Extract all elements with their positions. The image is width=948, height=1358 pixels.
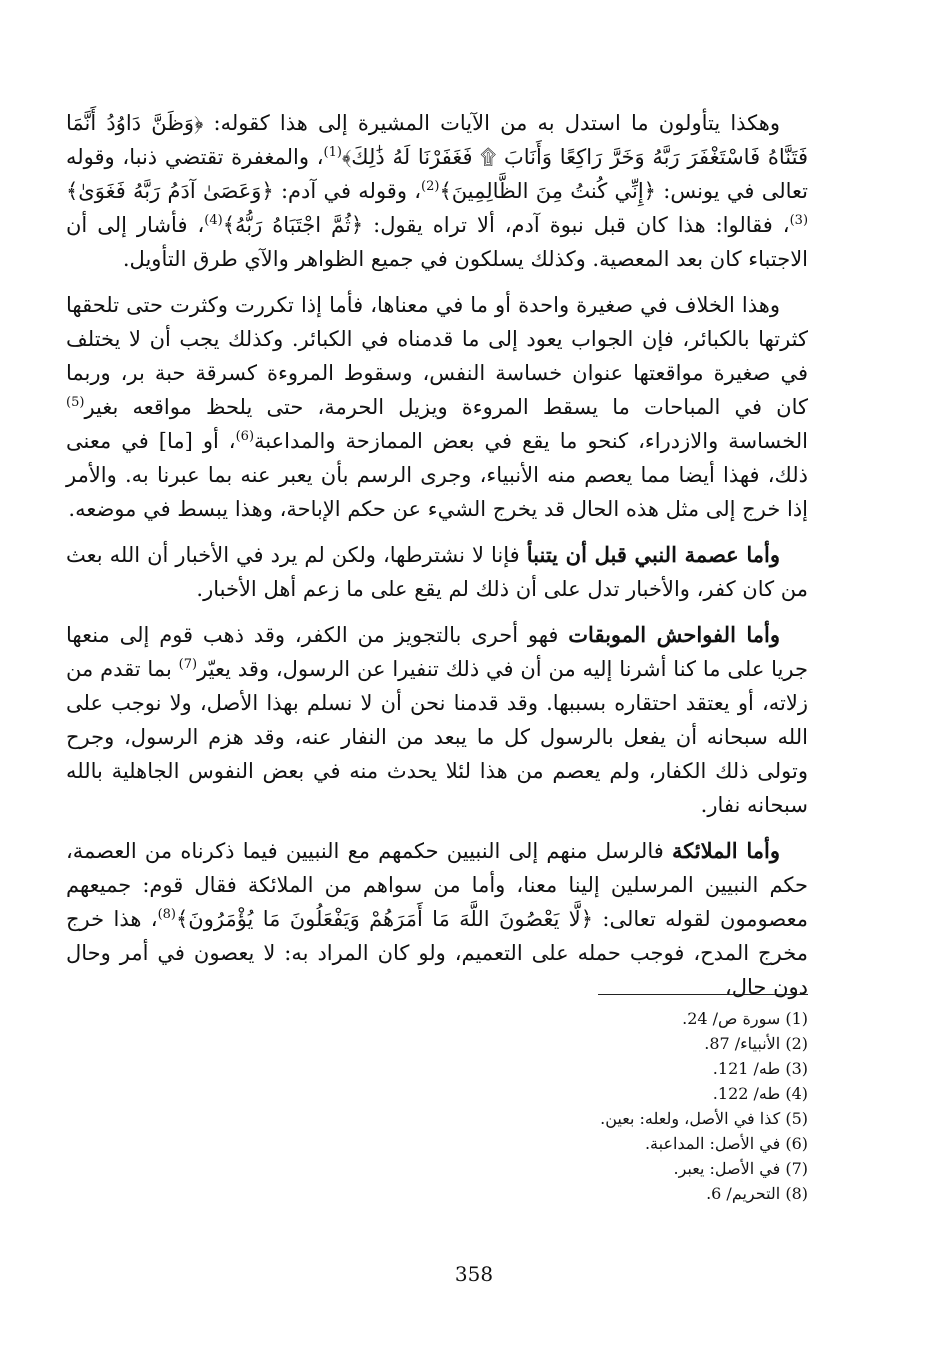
footnote-item: (8) التحريم/ 6.	[706, 1184, 808, 1203]
footnote-item: (1) سورة ص/ 24.	[682, 1009, 808, 1028]
paragraph-text: وهذا الخلاف في صغيرة واحدة أو ما في معناها، فأما إذا تكررت وكثرت حتى تلحقها كثرتها بالكبائر، فإن الجواب يعود إلى ما قدمناه في الكبائر. وكذلك يجب أن لا يختلف في صغيرة مواقعتها عنوان خساسة النفس، وسقوط المروءة كسرقة حبة بر، وربما كان في المباحات ما يسقط المروءة ويزيل الحرمة، حتى يلحظ مواقعه بغير	[66, 293, 808, 419]
paragraph-text: ، فقالوا: هذا كان قبل نبوة آدم، ألا تراه يقول: ﴿ثُمَّ اجْتَبَاهُ رَبُّهُ﴾	[222, 213, 790, 237]
footnote-ref[interactable]: (6)	[235, 429, 255, 444]
paragraph-text: ، فأشار إلى أن الاجتباء كان بعد المعصية. وكذلك يسلكون في جميع الظواهر والآي طرق التأويل.	[66, 213, 808, 271]
paragraph-lead: وأما عصمة النبي قبل أن يتنبأ	[526, 542, 780, 567]
page-number: 358	[454, 1262, 494, 1286]
footnote-ref[interactable]: (2)	[421, 179, 440, 194]
paragraph-text: بما تقدم من زلاته، أو يعتقد احتقاره بسببها. وقد قدمنا نحن أن لا نسلم بهذا الأصل، ولا نوجب على الله سبحانه أن يفعل بالرسول كل ما يبعد من النفار عنه، وقد هزم الرسول، وجرح وتولى ذلك الكفار، ولم يعصم من هذا لئلا يحدث منه في بعض النفوس الجاهلية بالله سبحانه نفار.	[66, 657, 808, 817]
paragraph-text: فإنا لا نشترطها، ولكن لم يرد في الأخبار أن الله بعث من كان كفر، والأخبار تدل على أن ذلك لم يقع على ما زعم أهل الأخبار.	[66, 543, 808, 601]
footnote-item: (2) الأنبياء/ 87.	[704, 1034, 808, 1053]
footnote-ref[interactable]: (5)	[66, 395, 85, 410]
paragraph-1	[66, 106, 808, 276]
paragraph-text: ، هذا خرج مخرج المدح، فوجب حمله على التعميم، ولو كان المراد به: لا يعصون في أمر وحال دون حال،	[66, 907, 808, 999]
paragraph-4	[66, 618, 808, 822]
footnote-ref[interactable]: (8)	[157, 907, 176, 922]
paragraph-text: وهكذا يتأولون ما استدل به من الآيات المشيرة إلى هذا كقوله: ﴿وَظَنَّ دَاوُدُ أَنَّمَا فَتَنَّاهُ فَاسْتَغْفَرَ رَبَّهُ وَخَرَّ رَاكِعًا وَأَنَابَ ۩ فَغَفَرْنَا لَهُ ذَٰلِكَ﴾	[66, 111, 808, 169]
paragraph-lead: وأما الملائكة	[671, 838, 781, 863]
paragraph-5	[66, 834, 808, 1004]
paragraph-text: الخساسة والازدراء، كنحو ما يقع في بعض الممازحة والمداعبة	[254, 429, 808, 453]
footnote-ref[interactable]: (3)	[789, 213, 809, 228]
footnote-item: (5) كذا في الأصل، ولعله: بعين.	[600, 1109, 808, 1128]
paragraph-text: ، وقوله في آدم: ﴿وَعَصَىٰ آدَمُ رَبَّهُ فَغَوَىٰ﴾	[66, 179, 422, 203]
footnote-ref[interactable]: (1)	[323, 145, 342, 160]
footnote-item: (6) في الأصل: المداعبة.	[644, 1134, 808, 1153]
footnote-ref[interactable]: (7)	[178, 657, 198, 672]
footnote-item: (7) في الأصل: يعبر.	[673, 1159, 808, 1178]
footnote-item: (4) طه/ 122.	[712, 1084, 808, 1103]
paragraph-3	[66, 538, 808, 606]
footnote-divider	[598, 994, 808, 995]
paragraph-text: ، أو [ما] في معنى ذلك، فهذا أيضا مما يعصم منه الأنبياء، وجرى الرسم بأن يعبر عنه بما عبرنا به. والأمر إذا خرج إلى مثل هذه الحال قد يخرج الشيء عن حكم الإباحة، وهذا يبسط في موضعه.	[66, 429, 808, 521]
paragraph-text: ، والمغفرة تقتضي ذنبا، وقوله تعالى في يونس: ﴿إِنِّي كُنتُ مِنَ الظَّالِمِينَ﴾	[66, 145, 808, 203]
paragraph-2	[66, 288, 808, 526]
paragraph-lead: وأما الفواحش الموبقات	[568, 622, 780, 647]
main-text	[66, 106, 808, 1016]
footnote-item: (3) طه/ 121.	[712, 1059, 808, 1078]
footnotes-list	[420, 1006, 808, 1206]
paragraph-text: فهو أحرى بالتجويز من الكفر، وقد ذهب قوم إلى منعها جريا على ما كنا أشرنا إليه من أن في ذلك تنفيرا عن الرسول، وقد يعيّر	[66, 623, 808, 681]
paragraph-text: فالرسل منهم إلى النبيين حكمهم مع النبيين فيما ذكرناه من العصمة، حكم النبيين المرسلين إلينا معنا، وأما من سواهم من الملائكة فقال قوم: جميعهم معصومون لقوله تعالى: ﴿لَّا يَعْصُونَ اللَّهَ مَا أَمَرَهُمْ وَيَفْعَلُونَ مَا يُؤْمَرُونَ﴾	[66, 839, 808, 931]
footnote-ref[interactable]: (4)	[204, 213, 223, 228]
